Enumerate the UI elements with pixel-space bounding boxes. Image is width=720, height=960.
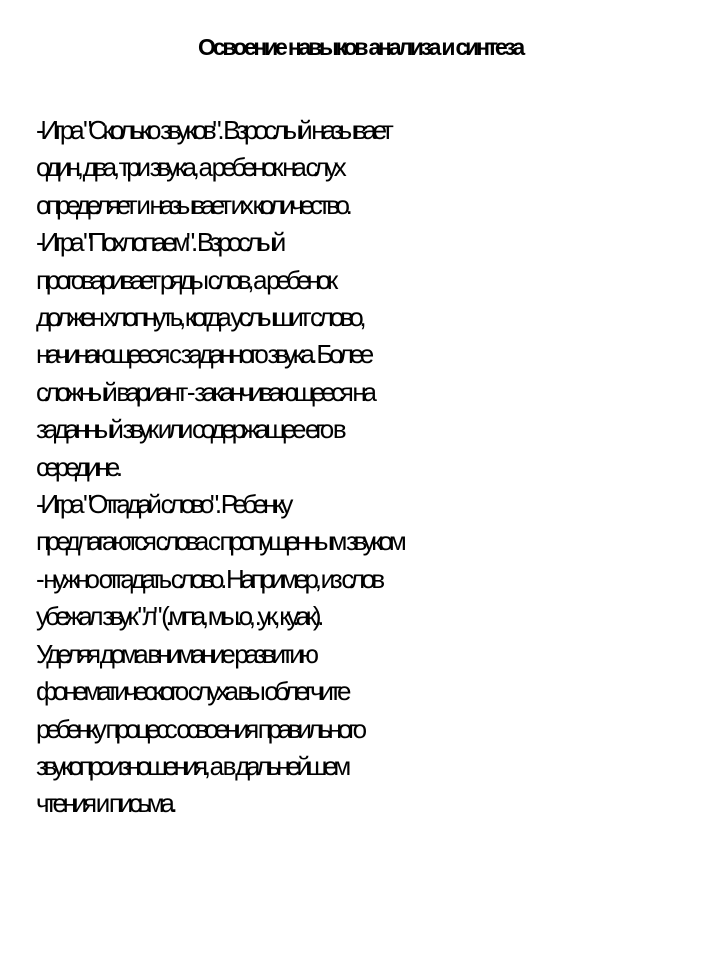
text-line: ребенку процесс освоения правильного (36, 713, 363, 744)
text-line: должен хлопнуть, когда услышит слово, (36, 302, 363, 333)
text-line: проговаривает ряды слов, а ребенок (36, 264, 334, 295)
text-line: убежал звук "л" (.мпа, мы.о, .ук, ку.ак). (36, 601, 321, 632)
text-line: начинающееся с заданного звука. Более (36, 339, 370, 370)
text-line: сложный вариант - заканчивающееся на (36, 376, 373, 407)
text-line: -Игра "Похлопаем". Взрослый (36, 227, 282, 258)
text-line: один, два, три звука, а ребенок на слух (36, 152, 343, 183)
text-line: - нужно отгадать слово. Например, из слов (36, 563, 381, 594)
text-line: -Игра "Отгадай слово". Ребенку (36, 489, 290, 520)
text-line: -Игра "Сколько звуков". Взрослый называет (36, 115, 390, 145)
text-line: заданный звук или содержащее его в (36, 414, 343, 445)
text-line: предлагаются слова с пропущенным звуком (36, 526, 403, 557)
text-line: фонематического слуха вы облегчите (36, 676, 348, 707)
text-line: середине. (36, 451, 119, 482)
text-line: чтения и письма. (36, 788, 174, 819)
body-text (36, 112, 696, 823)
page-title: Освоение навыков анализа и синтеза (198, 34, 522, 60)
text-line: Уделяя дома внимание развитию (36, 638, 315, 669)
text-line: определяет и называет их количество. (36, 189, 349, 220)
text-line: звукопроизношения, а в дальнейшем (36, 750, 347, 781)
